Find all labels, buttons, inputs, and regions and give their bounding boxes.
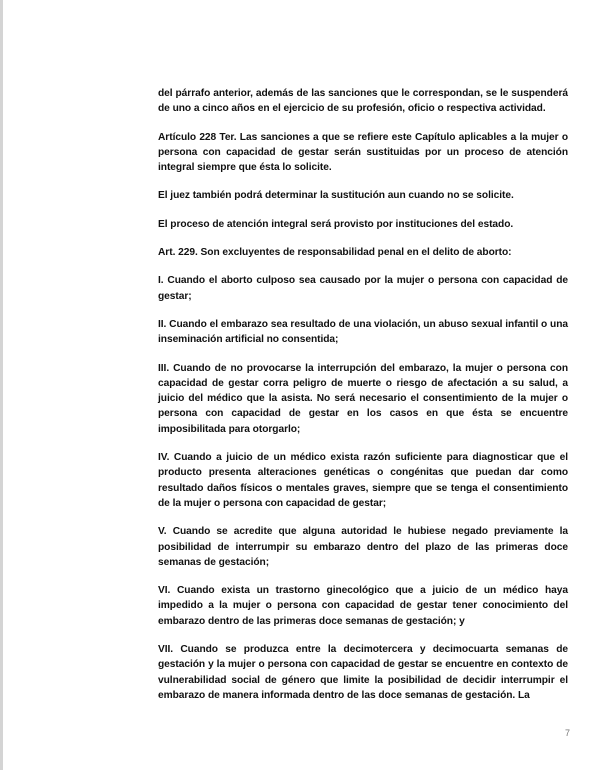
paragraph-judge-substitution: El juez también podrá determinar la sustitución aun cuando no se solicite. <box>158 190 514 202</box>
paragraph-article-229: Art. 229. Son excluyentes de responsabilidad penal en el delito de aborto: <box>158 247 512 259</box>
paragraph-fraction-ii: II. Cuando el embarazo sea resultado de una violación, un abuso sexual infantil o una inseminación artificial no consentida; <box>158 318 568 346</box>
page-left-edge <box>0 0 3 770</box>
paragraph-fraction-v: V. Cuando se acredite que alguna autoridad le hubiese negado previamente la posibilidad de interrumpir su embarazo dentro del plazo de las primeras doce semanas de gestación; <box>158 526 568 568</box>
paragraph-fraction-i: I. Cuando el aborto culposo sea causado por la mujer o persona con capacidad de gestar; <box>158 275 568 302</box>
paragraph-fraction-vii: VII. Cuando se produzca entre la decimotercera y decimocuarta semanas de gestación y la mujer o persona con capacidad de gestar se encuentre en contexto de vulnerabilidad social de género que limite la posibilidad de decidir interrumpir el embarazo de manera informada dentro de las doce semanas de gestación. La <box>158 644 568 701</box>
paragraph-fraction-vi: VI. Cuando exista un trastorno ginecológico que a juicio de un médico haya impedido a la mujer o persona con capacidad de gestar tener conocimiento del embarazo dentro de las primeras doce semanas de gestación; y <box>158 585 568 627</box>
paragraph-fraction-iii: III. Cuando de no provocarse la interrupción del embarazo, la mujer o persona con capacidad de gestar corra peligro de muerte o riesgo de afectación a su salud, a juicio del médico que la asista. No será necesario el consentimiento de la mujer o persona con capacidad de gestar en los casos en que ésta se encuentre imposibilitada para otorgarlo; <box>158 362 568 435</box>
paragraph-fraction-iv: IV. Cuando a juicio de un médico exista razón suficiente para diagnosticar que el producto presenta alteraciones genéticas o congénitas que puedan dar como resultado daños físicos o mentales graves, siempre que se tenga el consentimiento de la mujer o persona con capacidad de gestar; <box>158 452 568 509</box>
paragraph-integral-care: El proceso de atención integral será provisto por instituciones del estado. <box>158 218 514 230</box>
page-number: 7 <box>565 728 571 738</box>
paragraph-continuation: del párrafo anterior, además de las sanciones que le correspondan, se le suspenderá de uno a cinco años en el ejercicio de su profesión, oficio o respectiva actividad. <box>158 88 568 115</box>
document-body <box>158 86 568 716</box>
paragraph-article-228-ter: Artículo 228 Ter. Las sanciones a que se refiere este Capítulo aplicables a la mujer o persona con capacidad de gestar serán sustituidas por un proceso de atención integral siempre que ésta lo solicite. <box>158 131 568 174</box>
